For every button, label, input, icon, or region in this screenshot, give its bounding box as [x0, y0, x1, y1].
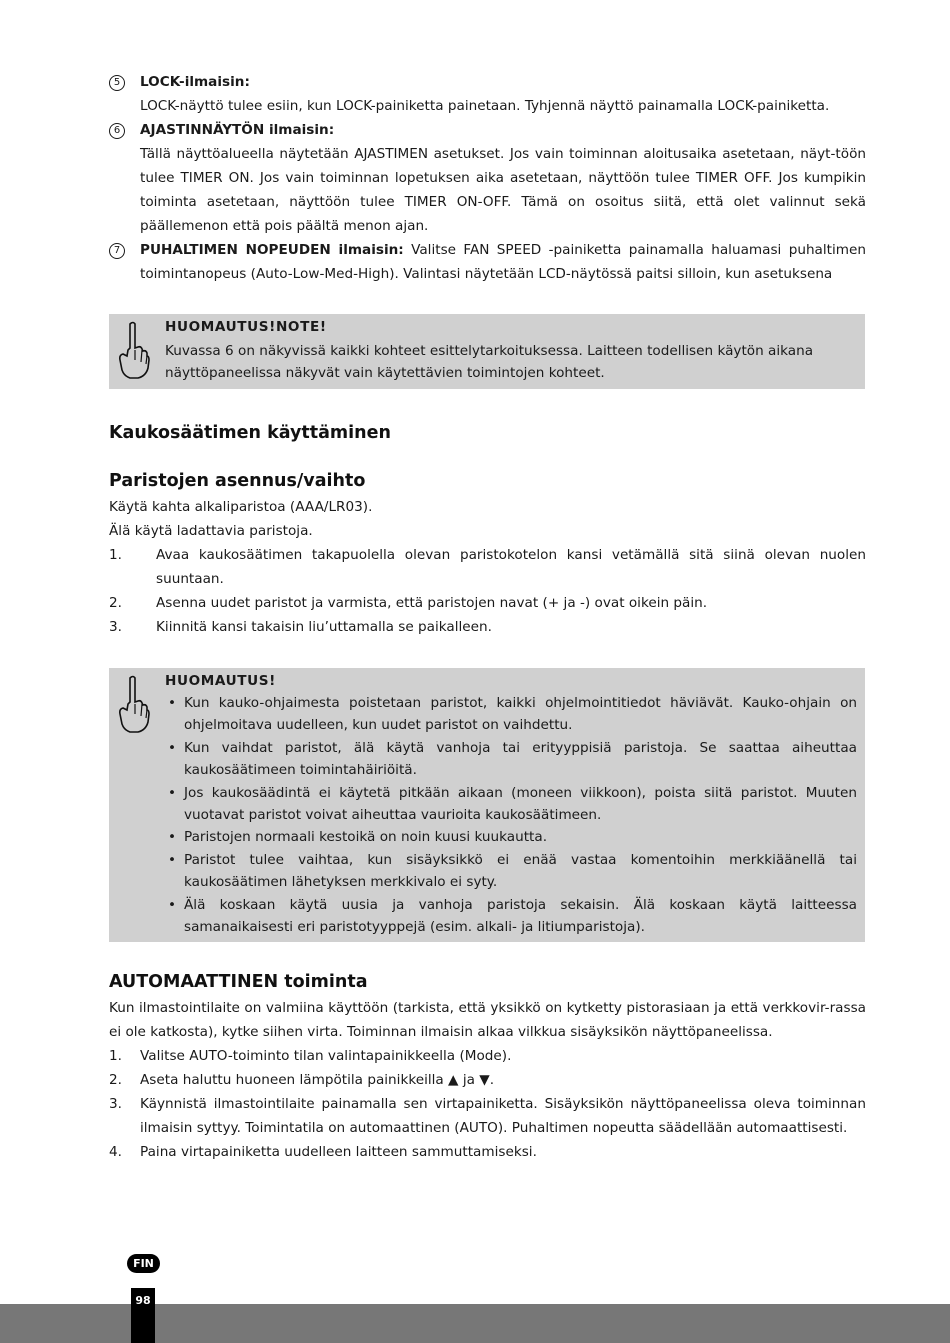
step-number: 1.	[109, 547, 122, 563]
step-number: 1.	[109, 1048, 122, 1064]
list-item	[109, 543, 866, 591]
list-item	[109, 1140, 866, 1164]
battery-intro-2: Älä käytä ladattavia paristoja.	[109, 523, 313, 539]
item-marker: 6	[109, 123, 125, 139]
section-heading-auto: AUTOMAATTINEN toiminta	[109, 972, 368, 992]
item-timer-indicator	[109, 118, 866, 238]
item-title: AJASTINNÄYTÖN ilmaisin:	[140, 122, 335, 138]
pointing-hand-icon	[116, 320, 150, 386]
list-item: • Paristojen normaali kestoikä on noin kuusi kuukautta.	[168, 829, 548, 846]
list-item	[109, 1044, 866, 1068]
list-item: • Paristot tulee vaihtaa, kun sisäyksikkö ei enää vastaa komentoihin merkkiäänellä tai kaukosäätimen lähetyksen merkkivalo ei syty.	[168, 851, 857, 891]
step-text: Valitse AUTO-toiminto tilan valintapainikkeella (Mode).	[140, 1048, 512, 1064]
item-title: PUHALTIMEN NOPEUDEN ilmaisin:	[140, 242, 404, 258]
list-item	[109, 615, 866, 639]
list-item: • Älä koskaan käytä uusia ja vanhoja paristoja sekaisin. Älä koskaan käytä laitteessa samanaikaisesti eri paristotyyppejä (esim. alkali- ja litiumparistoja).	[168, 896, 857, 936]
list-item	[109, 1068, 866, 1092]
note-title: HUOMAUTUS!NOTE!	[165, 319, 327, 335]
step-text: Kiinnitä kansi takaisin liu’uttamalla se paikalleen.	[156, 619, 492, 635]
section-heading-remote: Kaukosäätimen käyttäminen	[109, 423, 391, 443]
item-text: Tällä näyttöalueella näytetään AJASTIMEN asetukset. Jos vain toiminnan aloitusaika asetetaan, näyt-töön tulee TIMER ON. Jos vain toiminnan lopetuksen aika asetetaan, näyttöön tulee TIMER OFF. Jos kumpikin toiminta asetetaan, näyttöön tulee TIMER ON-OFF. Tämä on osoitus siitä, että olet valinnut sekä päällemenon että pois päältä menon ajan.	[140, 146, 866, 234]
item-lock-indicator	[109, 70, 866, 118]
battery-intro-1: Käytä kahta alkaliparistoa (AAA/LR03).	[109, 499, 373, 515]
list-item	[109, 591, 866, 615]
list-item: • Jos kaukosäädintä ei käytetä pitkään aikaan (moneen viikkoon), poista siitä paristot. Muuten vuotavat paristot voivat aiheuttaa vaurioita kaukosäätimeen.	[168, 784, 857, 824]
step-number: 2.	[109, 595, 122, 611]
step-text: Käynnistä ilmastointilaite painamalla sen virtapainiketta. Sisäyksikön näyttöpaneelissa oleva toiminnan ilmaisin syttyy. Toimintatila on automaattinen (AUTO). Puhaltimen nopeutta säädellään automaattisesti.	[140, 1096, 866, 1136]
language-badge: FIN	[127, 1254, 160, 1273]
step-number: 2.	[109, 1072, 122, 1088]
section-heading-batteries: Paristojen asennus/vaihto	[109, 471, 366, 491]
step-number: 4.	[109, 1144, 122, 1160]
item-marker: 5	[109, 75, 125, 91]
step-text: Asenna uudet paristot ja varmista, että paristojen navat (+ ja -) ovat oikein päin.	[156, 595, 708, 611]
list-item: • Kun kauko-ohjaimesta poistetaan paristot, kaikki ohjelmointitiedot häviävät. Kauko-ohjain on ohjelmoitava uudelleen, kun uudet paristot on vaihdettu.	[168, 695, 857, 734]
item-title: LOCK-ilmaisin:	[140, 74, 250, 90]
note-box	[109, 314, 865, 389]
note-title: HUOMAUTUS!	[165, 673, 276, 689]
step-text: Avaa kaukosäätimen takapuolella olevan paristokotelon kansi vetämällä sitä siinä olevan nuolen suuntaan.	[156, 547, 866, 587]
note-text: Kuvassa 6 on näkyvissä kaikki kohteet esittelytarkoituksessa. Laitteen todellisen käytön aikana näyttöpaneelissa näkyvät vain käytettävien toimintojen kohteet.	[165, 343, 814, 381]
step-number: 3.	[109, 1096, 122, 1112]
note-bullet-list	[165, 692, 857, 938]
note-box-batteries	[109, 668, 865, 942]
item-text: LOCK-näyttö tulee esiin, kun LOCK-painiketta painetaan. Tyhjennä näyttö painamalla LOCK-painiketta.	[140, 98, 830, 114]
list-item	[109, 1092, 866, 1140]
item-text: Valitse FAN SPEED -painiketta painamalla haluamasi puhaltimen toimintanopeus (Auto-Low-Med-High). Valintasi näytetään LCD-näytössä paitsi silloin, kun asetuksena	[140, 242, 866, 282]
step-text: Paina virtapainiketta uudelleen laitteen sammuttamiseksi.	[140, 1144, 537, 1160]
step-text: Aseta haluttu huoneen lämpötila painikkeilla ▲ ja ▼.	[140, 1072, 495, 1088]
item-fan-speed-indicator	[109, 238, 866, 286]
item-marker: 7	[109, 243, 125, 259]
auto-intro: Kun ilmastointilaite on valmiina käyttöön (tarkista, että yksikkö on kytketty pistorasiaan ja että verkkovir-rassa ei ole katkosta), kytke siihen virta. Toiminnan ilmaisin alkaa vilkkua sisäyksikön näyttöpaneelissa.	[109, 1000, 866, 1040]
battery-steps-list	[109, 543, 866, 639]
page-number: 98	[135, 1294, 151, 1307]
auto-steps-list	[109, 1044, 866, 1164]
pointing-hand-icon	[116, 674, 150, 740]
list-item: • Kun vaihdat paristot, älä käytä vanhoja tai erityyppisiä paristoja. Se saattaa aiheuttaa kaukosäätimeen toimintahäiriöitä.	[168, 739, 857, 779]
step-number: 3.	[109, 619, 122, 635]
